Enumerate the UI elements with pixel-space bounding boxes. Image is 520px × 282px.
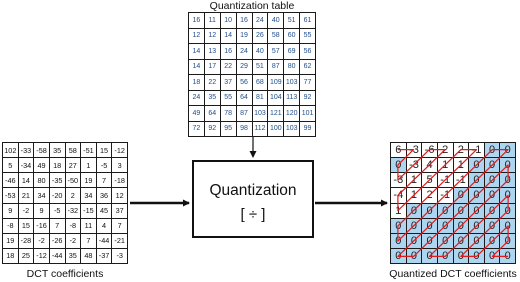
quant-table-cell: 95 <box>220 121 236 137</box>
quant-table-cell: 64 <box>204 106 220 122</box>
dct-cell: 21 <box>18 188 34 203</box>
quantized-cell: 0 <box>500 218 516 233</box>
dct-cell: 14 <box>18 173 34 188</box>
quantization-label: Quantization <box>209 182 297 199</box>
quant-table-cell: 16 <box>220 44 236 60</box>
dct-cell: 9 <box>3 203 19 218</box>
quant-table-cell: 22 <box>220 59 236 75</box>
quant-table-row <box>189 28 316 44</box>
dct-cell: 4 <box>96 218 112 233</box>
quant-table-cell: 113 <box>284 90 300 106</box>
dct-row <box>3 248 128 263</box>
quant-table-cell: 24 <box>236 44 252 60</box>
dct-coefficients-title: DCT coefficients <box>26 268 104 280</box>
quant-table-cell: 14 <box>220 28 236 44</box>
quant-table-cell: 112 <box>252 121 268 137</box>
quantized-cell: -4 <box>391 188 407 203</box>
quantized-cell: 0 <box>437 203 453 218</box>
quantized-cell: 2 <box>437 143 453 158</box>
dct-cell: -5 <box>49 203 65 218</box>
quantization-table <box>188 12 316 137</box>
dct-cell: 45 <box>96 203 112 218</box>
dct-cell: -2 <box>65 233 81 248</box>
quant-table-cell: 22 <box>204 75 220 91</box>
quantized-cell: 1 <box>406 188 422 203</box>
quantized-row <box>391 143 516 158</box>
dct-cell: -8 <box>3 218 19 233</box>
quant-table-cell: 16 <box>189 13 205 29</box>
quant-table-cell: 16 <box>236 13 252 29</box>
quant-table-cell: 81 <box>252 90 268 106</box>
dct-cell: 2 <box>65 188 81 203</box>
quantized-cell: 0 <box>406 218 422 233</box>
dct-cell: -50 <box>65 173 81 188</box>
quantized-row <box>391 218 516 233</box>
quantized-cell: 0 <box>422 248 438 263</box>
quantized-cell: 0 <box>437 218 453 233</box>
quant-table-cell: 29 <box>236 59 252 75</box>
quant-table-cell: 92 <box>300 90 316 106</box>
quantized-cell: 1 <box>406 173 422 188</box>
quant-table-cell: 104 <box>268 90 284 106</box>
dct-cell: 7 <box>112 218 128 233</box>
quant-table-cell: 10 <box>220 13 236 29</box>
quantized-cell: 0 <box>500 188 516 203</box>
dct-cell: 18 <box>3 248 19 263</box>
quantized-cell: 0 <box>500 143 516 158</box>
quantized-cell: 6 <box>391 143 407 158</box>
dct-cell: 1 <box>81 158 97 173</box>
quantized-cell: 0 <box>469 188 485 203</box>
quantized-cell: -3 <box>406 158 422 173</box>
quant-table-row <box>189 59 316 75</box>
quant-table-cell: 24 <box>252 13 268 29</box>
quant-table-row <box>189 90 316 106</box>
dct-cell: 11 <box>81 218 97 233</box>
quantization-block <box>192 160 314 238</box>
quantized-cell: 1 <box>453 158 469 173</box>
dct-cell: -3 <box>112 248 128 263</box>
dct-cell: -15 <box>81 203 97 218</box>
quantized-cell: 2 <box>453 143 469 158</box>
quant-table-cell: 26 <box>252 28 268 44</box>
dct-coefficients-table <box>2 142 128 264</box>
quantized-row <box>391 158 516 173</box>
quantized-row <box>391 233 516 248</box>
quantized-cell: -3 <box>406 143 422 158</box>
dct-cell: 7 <box>49 218 65 233</box>
quantized-cell: 0 <box>500 233 516 248</box>
dct-row <box>3 158 128 173</box>
dct-cell: 34 <box>81 188 97 203</box>
quant-table-cell: 40 <box>268 13 284 29</box>
dct-cell: 102 <box>3 143 19 158</box>
quantized-cell: 1 <box>437 158 453 173</box>
quantized-cell: 0 <box>500 158 516 173</box>
quant-table-cell: 72 <box>189 121 205 137</box>
quant-table-cell: 14 <box>189 59 205 75</box>
quantized-cell: 0 <box>453 188 469 203</box>
dct-cell: -2 <box>18 203 34 218</box>
quantized-cell: 0 <box>484 143 500 158</box>
quant-table-cell: 17 <box>204 59 220 75</box>
dct-cell: -20 <box>49 188 65 203</box>
quantized-cell: 0 <box>453 203 469 218</box>
quantized-cell: 0 <box>469 248 485 263</box>
quant-table-cell: 57 <box>268 44 284 60</box>
quant-table-cell: 103 <box>284 75 300 91</box>
quantization-table-title: Quantization table <box>209 0 295 12</box>
quant-table-row <box>189 106 316 122</box>
dct-cell: -8 <box>65 218 81 233</box>
dct-row <box>3 188 128 203</box>
quant-table-cell: 69 <box>284 44 300 60</box>
quant-table-cell: 103 <box>252 106 268 122</box>
quantized-cell: 0 <box>453 233 469 248</box>
quantized-cell: -3 <box>391 173 407 188</box>
quant-table-cell: 49 <box>189 106 205 122</box>
quant-table-cell: 87 <box>268 59 284 75</box>
quantized-cell: 0 <box>422 233 438 248</box>
quantized-cell: -1 <box>453 173 469 188</box>
dct-cell: -2 <box>34 233 50 248</box>
quant-table-cell: 55 <box>220 90 236 106</box>
quant-table-cell: 56 <box>300 44 316 60</box>
dct-cell: -21 <box>112 233 128 248</box>
quant-table-cell: 92 <box>204 121 220 137</box>
quantized-cell: 0 <box>469 158 485 173</box>
dct-cell: 35 <box>65 248 81 263</box>
dct-cell: 15 <box>18 218 34 233</box>
quantized-row <box>391 188 516 203</box>
dct-row <box>3 218 128 233</box>
quantized-cell: 0 <box>437 233 453 248</box>
quant-table-cell: 56 <box>236 75 252 91</box>
quant-table-cell: 101 <box>300 106 316 122</box>
quant-table-cell: 18 <box>189 75 205 91</box>
dct-cell: -53 <box>3 188 19 203</box>
quant-table-cell: 87 <box>236 106 252 122</box>
dct-cell: 15 <box>96 143 112 158</box>
quant-table-cell: 64 <box>236 90 252 106</box>
quant-table-cell: 60 <box>284 28 300 44</box>
dct-row <box>3 143 128 158</box>
quantized-cell: 0 <box>484 248 500 263</box>
quant-table-cell: 51 <box>284 13 300 29</box>
quant-table-cell: 61 <box>300 13 316 29</box>
quant-table-row <box>189 121 316 137</box>
quant-table-cell: 35 <box>204 90 220 106</box>
dct-cell: -12 <box>34 248 50 263</box>
dct-cell: -5 <box>96 158 112 173</box>
dct-cell: 12 <box>112 188 128 203</box>
quant-table-cell: 37 <box>220 75 236 91</box>
quant-table-row <box>189 13 316 29</box>
dct-row <box>3 173 128 188</box>
dct-cell: 19 <box>81 173 97 188</box>
quant-table-cell: 12 <box>189 28 205 44</box>
dct-cell: -32 <box>65 203 81 218</box>
quant-table-cell: 58 <box>268 28 284 44</box>
dct-cell: -58 <box>34 143 50 158</box>
quantized-cell: 0 <box>422 218 438 233</box>
dct-cell: 7 <box>81 233 97 248</box>
quantized-cell: 0 <box>469 203 485 218</box>
dct-cell: -12 <box>112 143 128 158</box>
dct-cell: -37 <box>96 248 112 263</box>
quant-table-cell: 68 <box>252 75 268 91</box>
quantized-cell: -6 <box>422 143 438 158</box>
quantized-cell: 5 <box>422 173 438 188</box>
quant-table-cell: 13 <box>204 44 220 60</box>
quantized-row <box>391 248 516 263</box>
quantized-cell: 0 <box>500 248 516 263</box>
quant-table-cell: 55 <box>300 28 316 44</box>
quantized-cell: 0 <box>469 173 485 188</box>
dct-cell: -44 <box>49 248 65 263</box>
quant-table-cell: 14 <box>189 44 205 60</box>
quantized-cell: 2 <box>422 188 438 203</box>
quantized-cell: 0 <box>391 158 407 173</box>
dct-cell: -33 <box>18 143 34 158</box>
quantized-cell: 0 <box>484 188 500 203</box>
dct-cell: 35 <box>49 143 65 158</box>
quant-table-cell: 77 <box>300 75 316 91</box>
quantized-cell: 0 <box>406 248 422 263</box>
dct-cell: -26 <box>49 233 65 248</box>
dct-cell: 3 <box>112 158 128 173</box>
dct-cell: 37 <box>112 203 128 218</box>
dct-cell: 80 <box>34 173 50 188</box>
dct-cell: -28 <box>18 233 34 248</box>
divide-operator: [ ÷ ] <box>240 206 266 223</box>
dct-cell: -44 <box>96 233 112 248</box>
quantized-cell: 0 <box>484 203 500 218</box>
dct-cell: -35 <box>49 173 65 188</box>
quantized-dct-table <box>390 142 516 264</box>
quantized-cell: 0 <box>484 158 500 173</box>
quant-table-cell: 99 <box>300 121 316 137</box>
quantized-cell: 0 <box>484 233 500 248</box>
dct-cell: 58 <box>65 143 81 158</box>
quant-table-row <box>189 44 316 60</box>
quant-table-cell: 51 <box>252 59 268 75</box>
quantized-cell: 0 <box>391 218 407 233</box>
dct-cell: 48 <box>81 248 97 263</box>
quant-table-cell: 120 <box>284 106 300 122</box>
dct-cell: -51 <box>81 143 97 158</box>
quantized-row <box>391 203 516 218</box>
quantized-cell: 0 <box>500 173 516 188</box>
quant-table-cell: 62 <box>300 59 316 75</box>
quantized-cell: 4 <box>422 158 438 173</box>
quant-table-row <box>189 75 316 91</box>
quantized-cell: -1 <box>437 173 453 188</box>
quant-table-cell: 109 <box>268 75 284 91</box>
quant-table-cell: 24 <box>189 90 205 106</box>
quantized-cell: 0 <box>469 218 485 233</box>
quantized-cell: -1 <box>469 143 485 158</box>
quantized-cell: 0 <box>422 203 438 218</box>
quantized-cell: 0 <box>437 248 453 263</box>
dct-cell: 7 <box>96 173 112 188</box>
dct-cell: -18 <box>112 173 128 188</box>
quant-table-cell: 103 <box>284 121 300 137</box>
quantized-cell: 0 <box>484 218 500 233</box>
quantized-cell: 0 <box>391 233 407 248</box>
dct-cell: 36 <box>96 188 112 203</box>
dct-cell: 18 <box>49 158 65 173</box>
dct-cell: -16 <box>34 218 50 233</box>
quant-table-cell: 19 <box>236 28 252 44</box>
dct-cell: 25 <box>18 248 34 263</box>
quantized-dct-title: Quantized DCT coefficients <box>389 268 517 280</box>
quant-table-cell: 121 <box>268 106 284 122</box>
dct-cell: 49 <box>34 158 50 173</box>
quantized-row <box>391 173 516 188</box>
quantized-cell: 0 <box>484 173 500 188</box>
quantized-cell: 1 <box>391 203 407 218</box>
dct-cell: 9 <box>34 203 50 218</box>
quant-table-cell: 100 <box>268 121 284 137</box>
quant-table-cell: 98 <box>236 121 252 137</box>
quant-table-cell: 78 <box>220 106 236 122</box>
quant-table-cell: 12 <box>204 28 220 44</box>
quantized-cell: 0 <box>453 218 469 233</box>
quantized-cell: 0 <box>469 233 485 248</box>
dct-cell: 19 <box>3 233 19 248</box>
quantized-cell: 0 <box>406 203 422 218</box>
dct-cell: 27 <box>65 158 81 173</box>
dct-row <box>3 233 128 248</box>
quantized-cell: 0 <box>453 248 469 263</box>
dct-cell: 34 <box>34 188 50 203</box>
dct-row <box>3 203 128 218</box>
quant-table-cell: 80 <box>284 59 300 75</box>
quantized-cell: 0 <box>500 203 516 218</box>
quant-table-cell: 11 <box>204 13 220 29</box>
quant-table-cell: 40 <box>252 44 268 60</box>
quantized-cell: 0 <box>391 248 407 263</box>
dct-cell: -46 <box>3 173 19 188</box>
quantized-cell: -1 <box>437 188 453 203</box>
dct-cell: -34 <box>18 158 34 173</box>
quantized-cell: 0 <box>406 233 422 248</box>
dct-cell: 5 <box>3 158 19 173</box>
